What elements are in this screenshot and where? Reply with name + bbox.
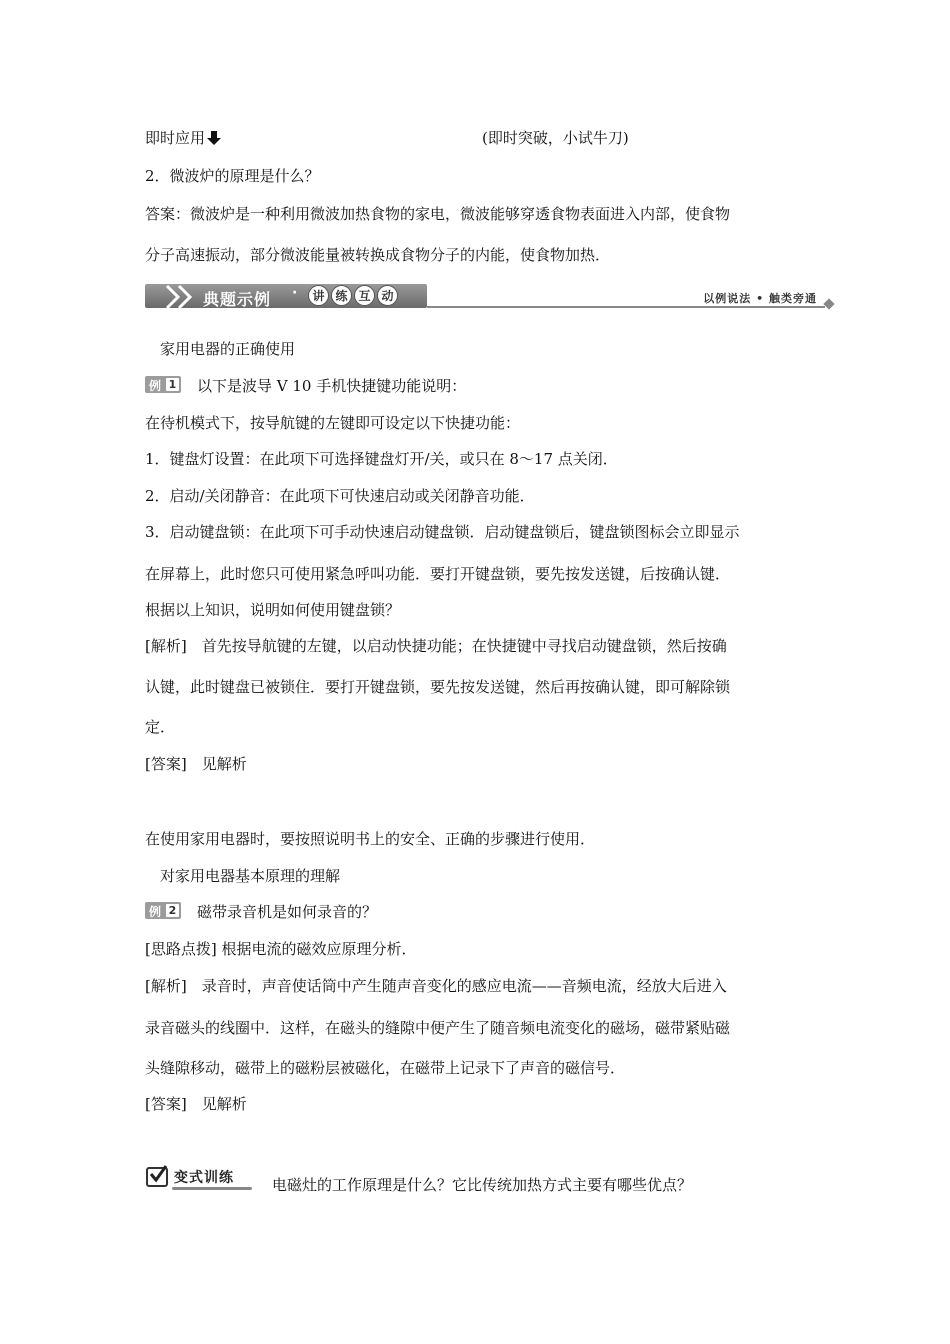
analysis-line: 头缝隙移动，磁带上的磁粉层被磁化，在磁带上记录下了声音的磁信号． — [145, 1059, 626, 1077]
banner-subtitle: 以例说法 • 触类旁通 — [703, 292, 817, 305]
checkbox-icon — [146, 1167, 168, 1187]
section-banner — [145, 282, 835, 312]
banner-circles — [308, 285, 398, 306]
section-2-heading: 对家用电器基本原理的理解 — [160, 867, 341, 885]
circle-char: 讲 — [308, 285, 329, 306]
variant-question: 电磁灶的工作原理是什么？它比传统加热方式主要有哪些优点？ — [272, 1176, 693, 1194]
example-badge: 例 1 — [145, 376, 181, 393]
section-1-heading: 家用电器的正确使用 — [160, 340, 296, 358]
variant-label: 变式训练 — [174, 1170, 234, 1186]
checkmark-icon — [148, 1165, 168, 1183]
instant-apply-note: (即时突破，小试牛刀) — [482, 129, 629, 147]
double-chevron-icon — [165, 284, 201, 310]
answer-2-line-2: 分子高速振动，部分微波能量被转换成食物分子的内能，使食物加热． — [145, 246, 611, 264]
analysis-line: [解析] 录音时，声音使话筒中产生随声音变化的感应电流——音频电流，经放大后进入 — [145, 977, 727, 995]
instant-apply-label: 即时应用 — [145, 129, 206, 147]
question-2: 2．微波炉的原理是什么？ — [145, 167, 320, 185]
circle-char: 动 — [377, 285, 398, 306]
variant-underline — [172, 1187, 252, 1190]
paragraph-line: 在待机模式下，按导航键的左键即可设定以下快捷功能： — [145, 414, 521, 432]
example-2-line — [145, 902, 377, 922]
analysis-line: 定． — [145, 718, 176, 736]
instant-apply-line — [145, 128, 221, 148]
diamond-icon — [823, 298, 834, 309]
paragraph-line: 根据以上知识，说明如何使用键盘锁？ — [145, 601, 401, 619]
answer-line: [答案] 见解析 — [145, 1095, 247, 1113]
analysis-line: 录音磁头的线圈中．这样，在磁头的缝隙中便产生了随音频电流变化的磁场，磁带紧贴磁 — [145, 1019, 731, 1037]
paragraph-line: 2．启动/关闭静音：在此项下可快速启动或关闭静音功能． — [145, 487, 535, 505]
hint-line: [思路点拨] 根据电流的磁效应原理分析． — [145, 940, 417, 958]
banner-dot: · — [292, 285, 298, 301]
down-arrow-icon — [207, 131, 221, 145]
banner-title: 典题示例 — [203, 290, 272, 309]
paragraph-line: 3．启动键盘锁：在此项下可手动快速启动键盘锁．启动键盘锁后，键盘锁图标会立即显示 — [145, 523, 740, 541]
note-line: 在使用家用电器时，要按照说明书上的安全、正确的步骤进行使用． — [145, 830, 596, 848]
circle-char: 互 — [354, 285, 375, 306]
example-badge: 例 2 — [145, 902, 181, 919]
paragraph-line: 在屏幕上，此时您只可使用紧急呼叫功能．要打开键盘锁，要先按发送键，后按确认键． — [145, 565, 731, 583]
paragraph-line: 1．键盘灯设置：在此项下可选择键盘灯开/关，或只在 8～17 点关闭． — [145, 450, 618, 468]
analysis-line: 认键，此时键盘已被锁住．要打开键盘锁，要先按发送键，然后再按确认键，即可解除锁 — [145, 678, 731, 696]
example-2-title: 磁带录音机是如何录音的？ — [197, 903, 378, 921]
banner-rule — [427, 306, 825, 308]
answer-line: [答案] 见解析 — [145, 755, 247, 773]
analysis-line: [解析] 首先按导航键的左键，以启动快捷功能；在快捷键中寻找启动键盘锁，然后按确 — [145, 637, 727, 655]
circle-char: 练 — [331, 285, 352, 306]
answer-2-line-1: 答案：微波炉是一种利用微波加热食物的家电，微波能够穿透食物表面进入内部，使食物 — [145, 205, 731, 223]
example-1-title: 以下是波导 V 10 手机快捷键功能说明： — [197, 377, 467, 395]
example-1-line — [145, 376, 466, 396]
variant-training-badge — [146, 1163, 254, 1191]
